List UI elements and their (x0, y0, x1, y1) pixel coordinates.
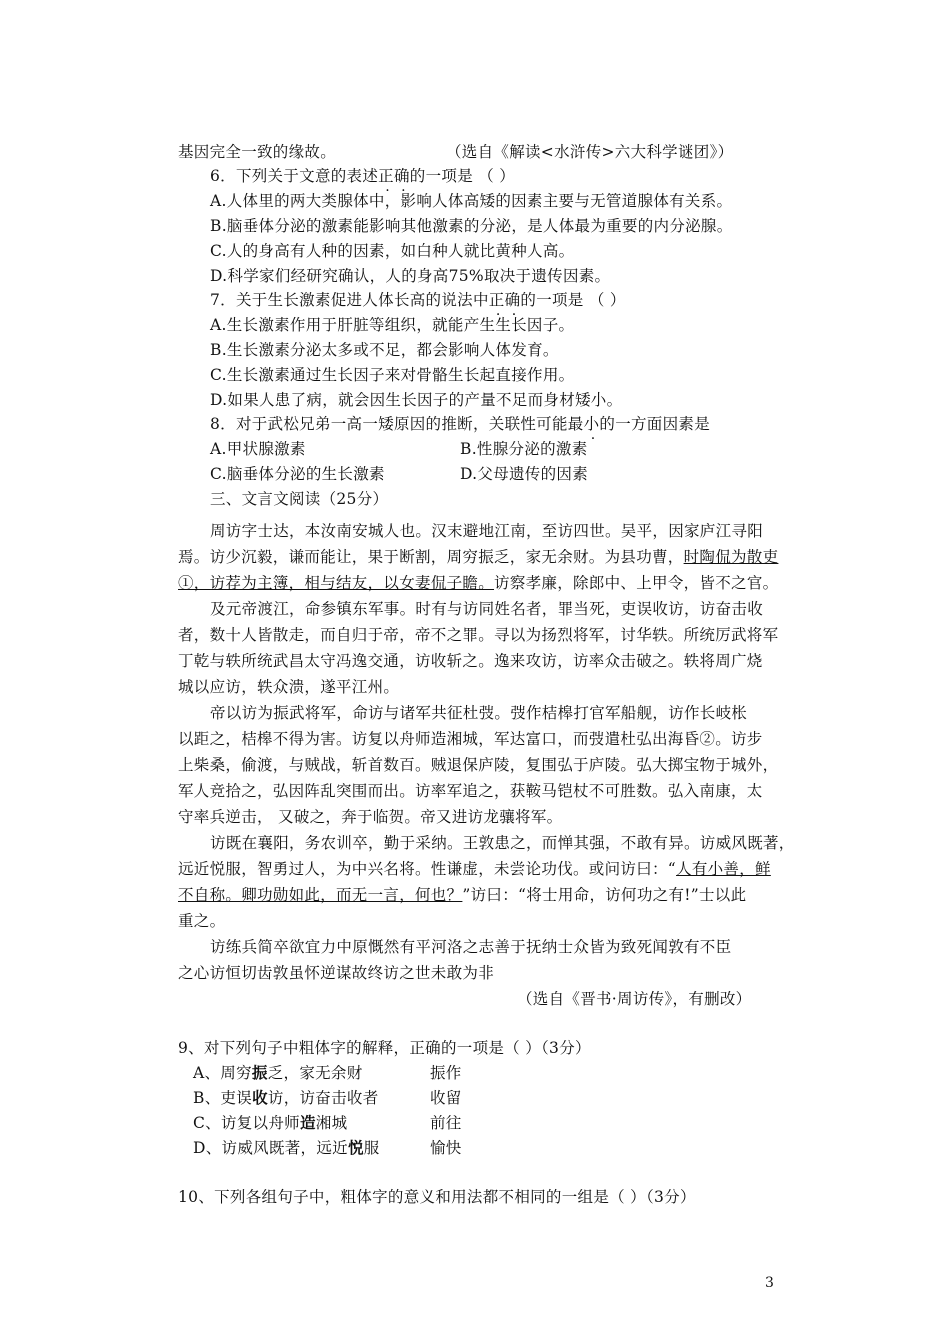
page-number: 3 (765, 1275, 775, 1291)
q8-option-c: C.脑垂体分泌的生长激素 (210, 465, 385, 483)
q8-stem: 8．对于武松兄弟一高一矮原因的推断，关联性可能最小的一方面因素是 (210, 415, 710, 433)
passage-line: 重之。 (178, 912, 226, 930)
passage-source: （选自《晋书·周访传》，有删改） (517, 990, 752, 1008)
q7-stem: 7．关于生长激素促进人体长高的说法中正确的一项是 （ ） (210, 291, 626, 309)
passage-line: 丁乾与轶所统武昌太守冯逸交通，访收斩之。逸来攻访，访率众击破之。轶将周广烧 (178, 652, 763, 670)
passage-line: 访既在襄阳，务农训卒，勤于采纳。王敦患之，而惮其强，不敢有异。访威风既著， (210, 834, 795, 852)
q9-gloss-b: 收留 (430, 1089, 462, 1107)
q8-option-a: A.甲状腺激素 (210, 440, 306, 458)
passage-line: 城以应访，轶众溃，遂平江州。 (178, 678, 400, 696)
q9-option-a: A、周穷振乏，家无余财 (193, 1063, 363, 1082)
intro-source: （选自《解读<水浒传>六大科学谜团》） (446, 143, 734, 161)
passage-line: 上柴桑，偷渡，与贼战，斩首数百。贼退保庐陵，复围弘于庐陵。弘大掷宝物于城外， (178, 756, 779, 774)
q7-option-b: B.生长激素分泌太多或不足，都会影响人体发育。 (210, 341, 559, 359)
q6-option-b: B.脑垂体分泌的激素能影响其他激素的分泌，是人体最为重要的内分泌腺。 (210, 217, 733, 235)
passage-line: 之心访恒切齿敦虽怀逆谋故终访之世未敢为非 (178, 964, 495, 982)
q6-option-a: A.人体里的两大类腺体中，影响人体高矮的因素主要与无管道腺体有关系。 (210, 192, 733, 210)
passage-line: 不自称。卿功勋如此，而无一言，何也？”访曰：“将士用命，访何功之有!”士以此 (178, 886, 747, 904)
q10-stem: 10、下列各组句子中，粗体字的意义和用法都不相同的一组是（ ）（3分） (178, 1188, 696, 1206)
passage-line: 帝以访为振武将军，命访与诸军共征杜弢。弢作桔槔打官军船舰，访作长岐枨 (210, 704, 748, 722)
passage-line: 周访字士达，本汝南安城人也。汉末避地江南，至访四世。吴平，因家庐江寻阳 (210, 522, 764, 540)
q7-option-d: D.如果人患了病，就会因生长因子的产量不足而身材矮小。 (210, 391, 623, 409)
q9-option-b: B、吏误收访，访奋击收者 (193, 1088, 379, 1107)
q9-stem: 9、对下列句子中粗体字的解释，正确的一项是（ ）（3分） (178, 1039, 591, 1057)
q6-option-d: D.科学家们经研究确认，人的身高75%取决于遗传因素。 (210, 267, 611, 285)
section-heading: 三、文言文阅读（25分） (210, 490, 389, 508)
q9-option-d: D、访威风既著，远近悦服 (193, 1138, 380, 1157)
intro-line: 基因完全一致的缘故。 (178, 143, 337, 161)
q9-gloss-a: 振作 (430, 1064, 462, 1082)
passage-line: 焉。访少沉毅，谦而能让，果于断割，周穷振乏，家无余财。为县功曹，时陶侃为散吏 (178, 548, 779, 566)
q8-option-b: B.性腺分泌的激素 (460, 440, 588, 458)
q7-option-a: A.生长激素作用于肝脏等组织，就能产生生长因子。 (210, 316, 575, 334)
q9-gloss-c: 前往 (430, 1114, 462, 1132)
q9-option-c: C、访复以舟师造湘城 (193, 1113, 348, 1132)
q9-gloss-d: 愉快 (430, 1139, 462, 1157)
passage-line: 远近悦服，智勇过人，为中兴名将。性谦虚，未尝论功伐。或问访曰：“人有小善，鲜 (178, 860, 771, 878)
q6-option-c: C.人的身高有人种的因素，如白种人就比黄种人高。 (210, 242, 575, 260)
q8-option-d: D.父母遗传的因素 (460, 465, 589, 483)
passage-line: 者，数十人皆散走，而自归于帝，帝不之罪。寻以为扬烈将军，讨华轶。所统厉武将军 (178, 626, 779, 644)
passage-line: ①，访荐为主簿，相与结友，以女妻侃子瞻。访察孝廉，除郎中、上甲令，皆不之官。 (178, 574, 779, 592)
passage-line: 守率兵逆击， 又破之，奔于临贺。帝又进访龙骧将军。 (178, 808, 563, 826)
passage-line: 军人竞拾之，弘因阵乱突围而出。访率军追之，获鞍马铠杖不可胜数。弘入南康，太 (178, 782, 763, 800)
passage-line: 及元帝渡江，命参镇东军事。时有与访同姓名者，罪当死，吏误收访，访奋击收 (210, 600, 764, 618)
passage-line: 访练兵简卒欲宜力中原慨然有平河洛之志善于抚纳士众皆为致死闻敦有不臣 (210, 938, 732, 956)
q7-option-c: C.生长激素通过生长因子来对骨骼生长起直接作用。 (210, 366, 575, 384)
passage-line: 以距之，桔槔不得为害。访复以舟师造湘城，军达富口，而弢遣杜弘出海昏②。访步 (178, 730, 763, 748)
q6-stem: 6．下列关于文意的表述正确的一项是 （ ） (210, 167, 516, 185)
